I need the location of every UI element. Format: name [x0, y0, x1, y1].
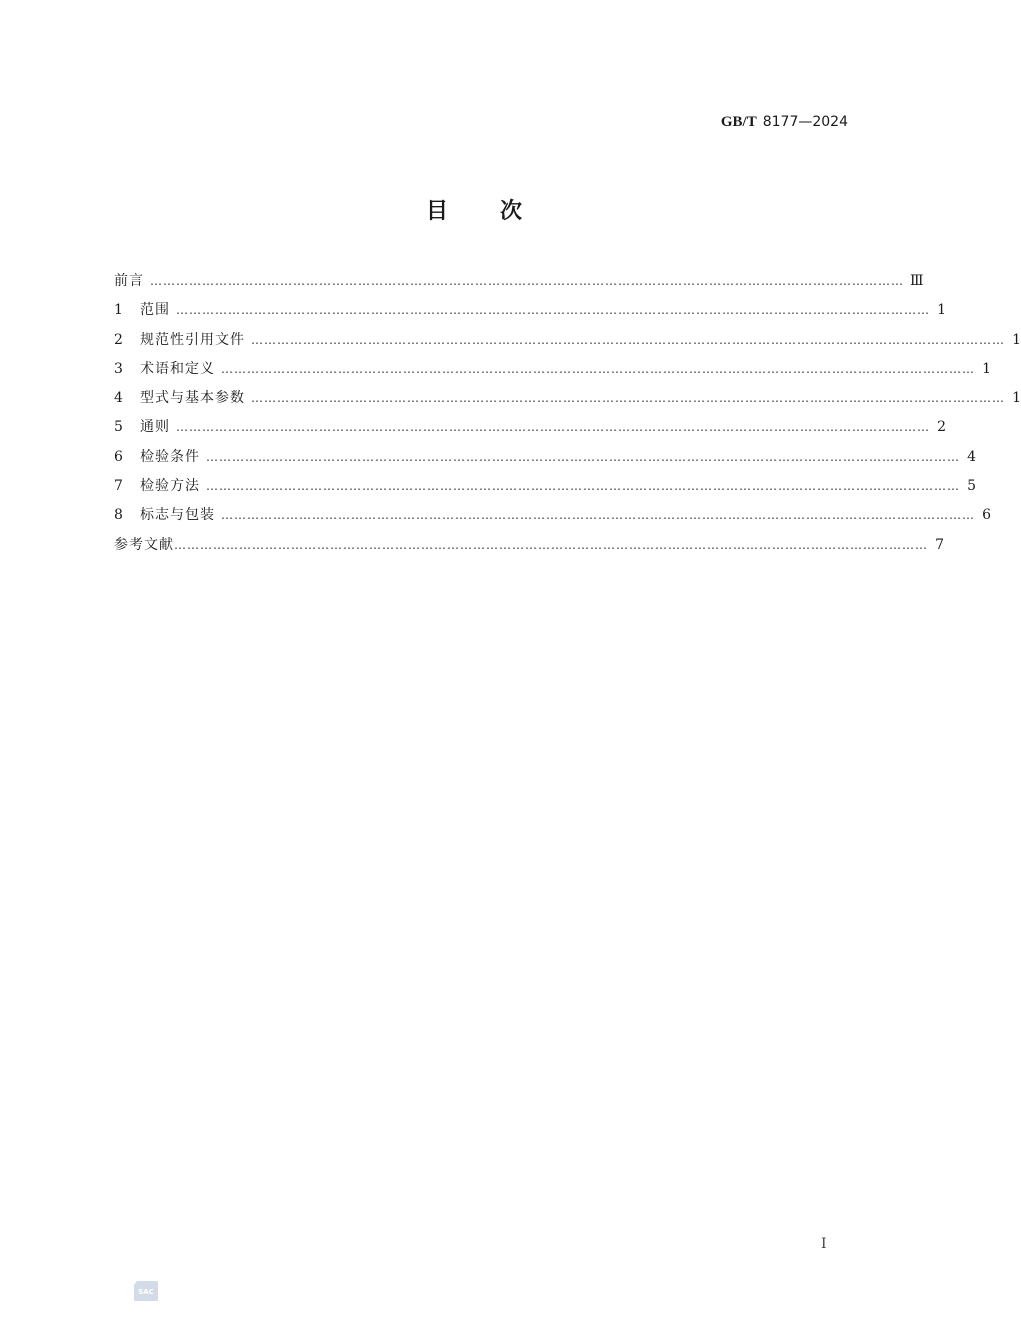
page-number: I [821, 1236, 827, 1252]
standard-prefix: GB/T [720, 114, 757, 130]
toc-label: 前言 [114, 273, 144, 289]
dot-leader: ………………………………………………………………………………………………………………………………………………………… [251, 332, 1005, 347]
toc-page: 5 [967, 478, 976, 495]
dot-leader: ………………………………………………………………………………………………………………………………………………………… [176, 303, 930, 318]
dot-leader: ………………………………………………………………………………………………………………………………………………………… [174, 537, 928, 552]
toc-page: 2 [937, 419, 946, 436]
toc-label: 参考文献 [114, 536, 174, 553]
toc-label: 检验条件 [140, 448, 200, 465]
toc-number: 6 [114, 448, 123, 465]
dot-leader: ………………………………………………………………………………………………………………………………………………………… [150, 274, 904, 288]
toc-entry-8[interactable] [114, 504, 991, 533]
toc-page: 6 [982, 507, 991, 524]
title-char-2: 次 [500, 199, 525, 224]
toc-entry-7[interactable] [114, 475, 976, 504]
toc-label: 规范性引用文件 [140, 331, 245, 348]
toc-page: 1 [982, 360, 991, 377]
toc-entry-2[interactable] [114, 329, 1021, 358]
dot-leader: ………………………………………………………………………………………………………………………………………………………… [206, 449, 960, 464]
sac-watermark-logo [133, 1279, 159, 1303]
toc-label: 型式与基本参数 [140, 390, 245, 407]
toc-label: 检验方法 [140, 478, 200, 495]
toc-number: 8 [114, 507, 123, 524]
toc-entry-bibliography[interactable] [114, 534, 944, 563]
dot-leader: ………………………………………………………………………………………………………………………………………………………… [176, 420, 930, 435]
standard-number: 8177—2024 [762, 114, 848, 130]
toc-number: 5 [114, 419, 123, 436]
page-title [0, 194, 950, 225]
toc-entry-4[interactable] [114, 387, 1021, 416]
toc-number: 7 [114, 478, 123, 495]
table-of-contents [114, 270, 1021, 563]
dot-leader: ………………………………………………………………………………………………………………………………………………………… [221, 361, 975, 376]
toc-page: Ⅲ [910, 273, 924, 289]
toc-number: 4 [114, 390, 123, 407]
toc-label: 标志与包装 [140, 507, 215, 524]
toc-label: 通则 [140, 419, 170, 436]
toc-number: 1 [114, 302, 123, 319]
standard-code [721, 114, 848, 131]
toc-number: 3 [114, 360, 123, 377]
dot-leader: ………………………………………………………………………………………………………………………………………………………… [206, 479, 960, 494]
toc-entry-5[interactable] [114, 416, 946, 445]
watermark-text: SAC [138, 1288, 154, 1296]
toc-page: 1 [937, 302, 946, 319]
toc-label: 范围 [140, 302, 170, 319]
dot-leader: ………………………………………………………………………………………………………………………………………………………… [221, 508, 975, 523]
toc-number: 2 [114, 331, 123, 348]
dot-leader: ………………………………………………………………………………………………………………………………………………………… [251, 391, 1005, 406]
toc-page: 4 [967, 448, 976, 465]
toc-entry-3[interactable] [114, 358, 991, 387]
toc-entry-6[interactable] [114, 446, 976, 475]
toc-page: 1 [1012, 390, 1021, 407]
toc-page: 1 [1012, 331, 1021, 348]
toc-page: 7 [935, 536, 944, 553]
toc-entry-foreword[interactable] [114, 270, 924, 299]
toc-entry-1[interactable] [114, 299, 946, 328]
title-char-1: 目 [425, 199, 450, 224]
toc-label: 术语和定义 [140, 360, 215, 377]
